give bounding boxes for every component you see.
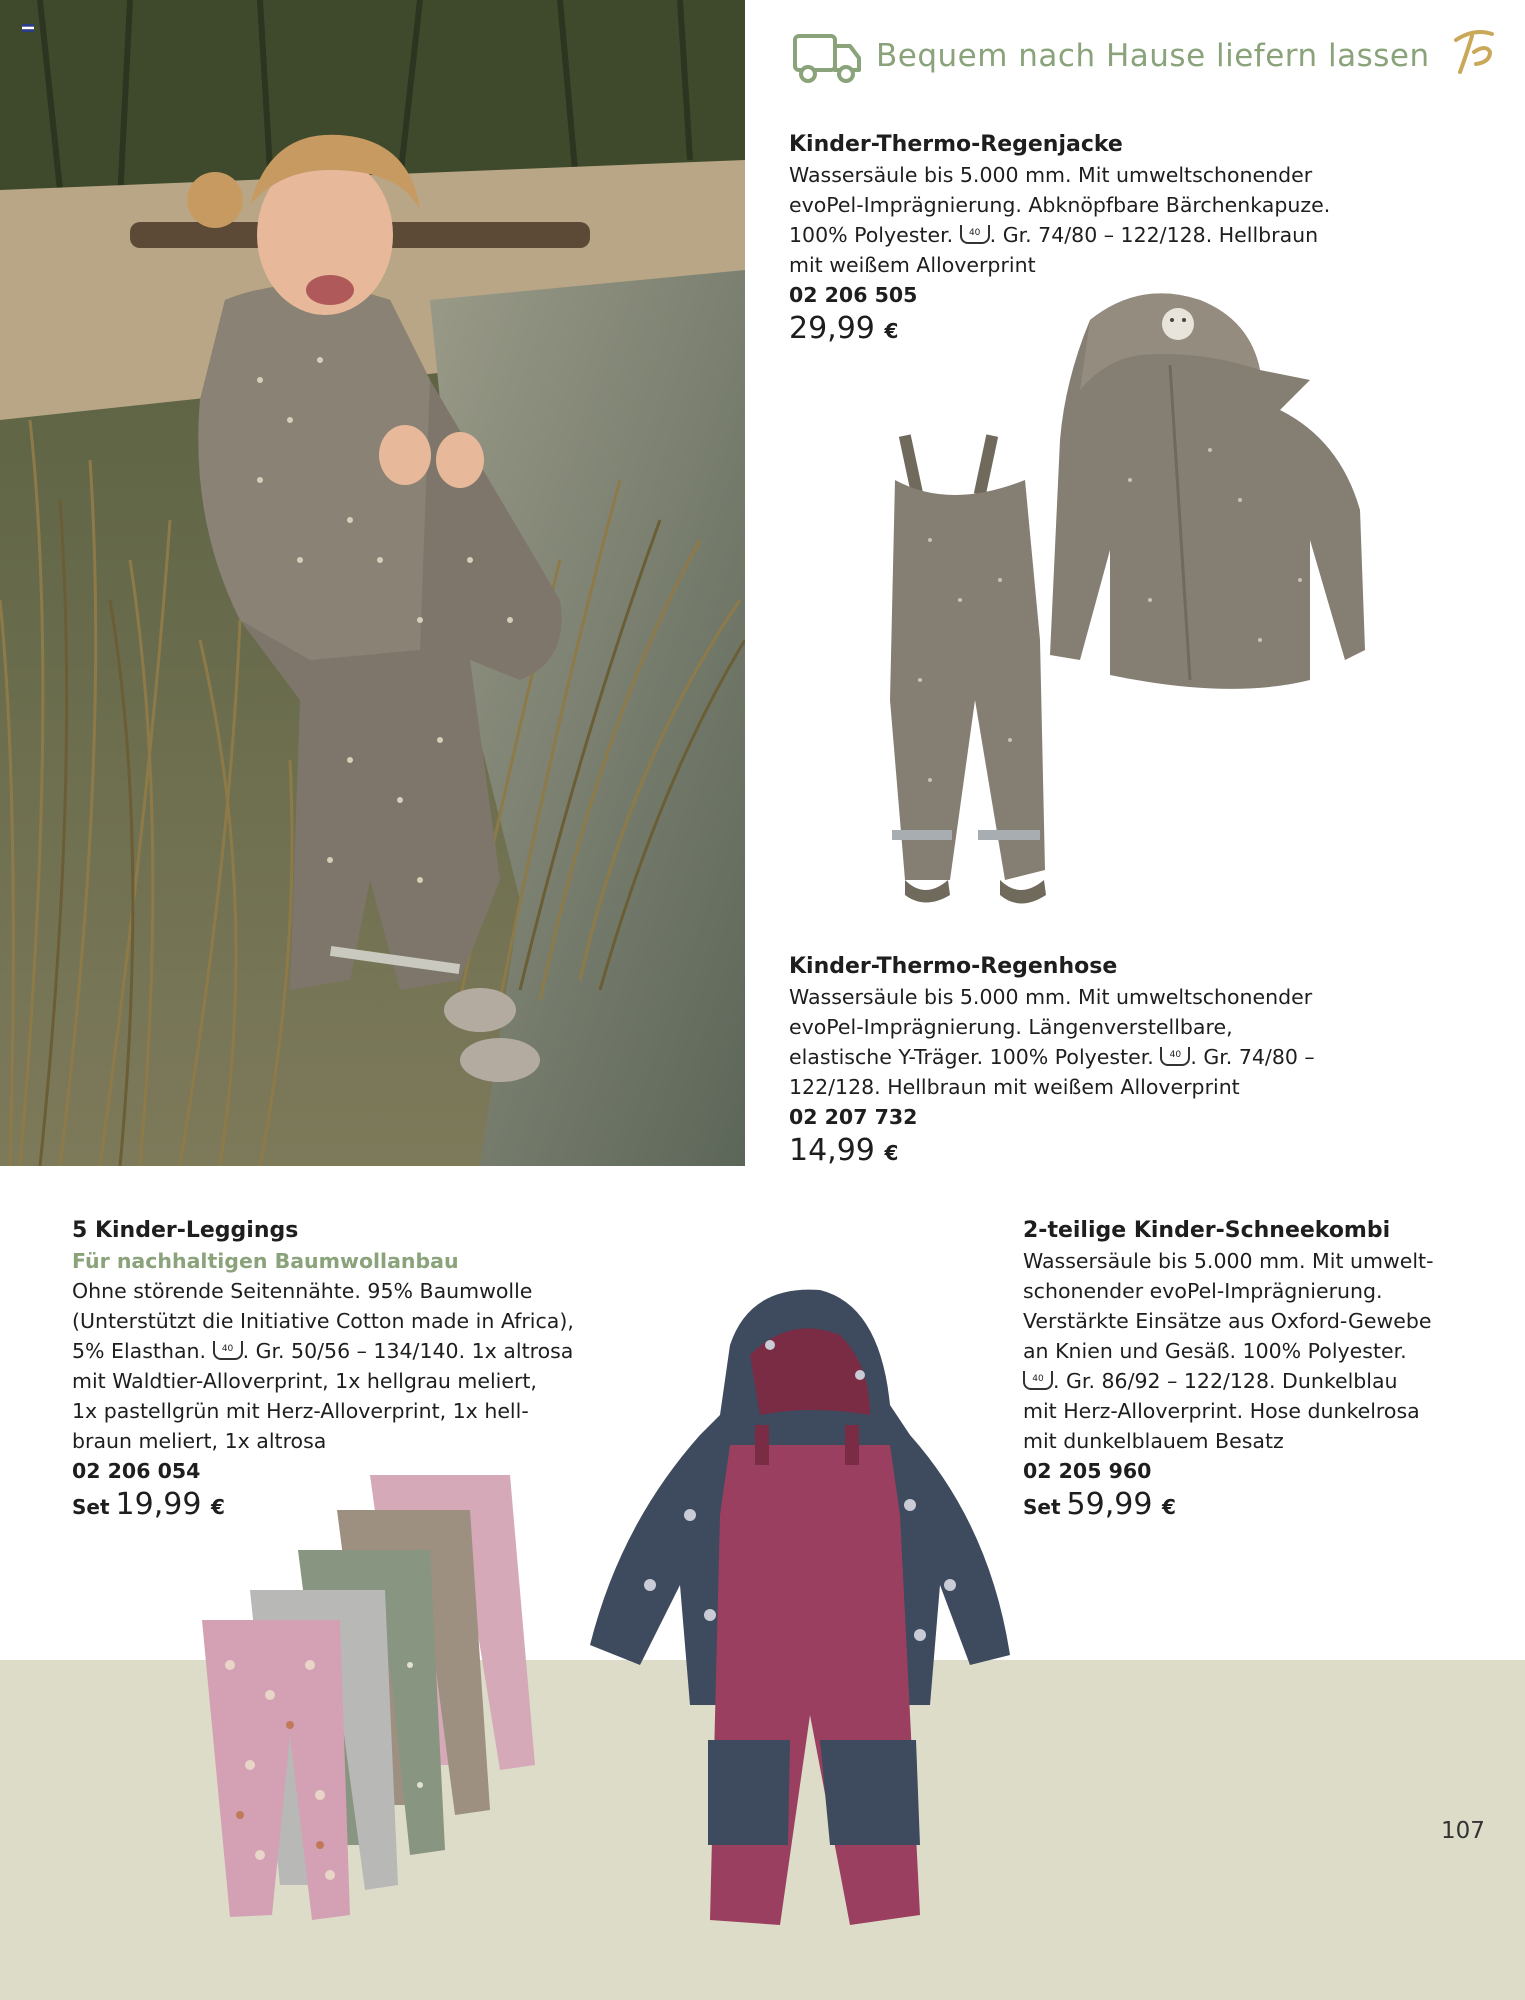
snowsuit-product-image — [590, 1285, 1020, 1935]
hero-photo — [0, 0, 745, 1166]
currency: € — [884, 319, 899, 343]
currency: € — [210, 1495, 225, 1519]
product-pants — [789, 952, 1489, 1168]
product-desc-line: Wassersäule bis 5.000 mm. Mit umweltschonender — [789, 163, 1313, 187]
product-desc-line: schonender evoPel-Imprägnierung. — [1023, 1279, 1383, 1303]
price — [789, 1133, 1489, 1168]
price-value: 19,99 — [115, 1487, 202, 1522]
product-desc-line — [789, 220, 1489, 250]
currency: € — [1161, 1495, 1176, 1519]
set-label: Set — [1023, 1495, 1061, 1519]
desc-text: 100% Polyester. — [789, 223, 954, 247]
product-desc-line: an Knien und Gesäß. 100% Polyester. — [1023, 1339, 1407, 1363]
desc-text: 5% Elasthan. — [72, 1339, 207, 1363]
desc-text: . Gr. 74/80 – — [1190, 1045, 1315, 1069]
product-desc-line: evoPel-Imprägnierung. Abknöpfbare Bärchenkapuze. — [789, 193, 1331, 217]
delivery-truck-icon — [792, 30, 862, 86]
product-desc-line: Ohne störende Seitennähte. 95% Baumwolle — [72, 1279, 533, 1303]
set-label: Set — [72, 1495, 110, 1519]
leggings-product-image — [180, 1465, 550, 1925]
product-desc-line: Verstärkte Einsätze aus Oxford-Gewebe — [1023, 1309, 1432, 1333]
rain-pants-shape — [890, 434, 1046, 903]
product-desc-line: mit weißem Alloverprint — [789, 253, 1036, 277]
product-desc-line — [789, 1042, 1489, 1072]
article-number: 02 205 960 — [1023, 1459, 1152, 1483]
price-value: 59,99 — [1066, 1487, 1153, 1522]
snow-pants-shape — [708, 1425, 920, 1925]
flag-icon — [22, 24, 34, 32]
product-desc-line: mit dunkelblauem Besatz — [1023, 1429, 1284, 1453]
product-desc-line — [72, 1336, 632, 1366]
article-number: 02 206 505 — [789, 283, 918, 307]
raingear-product-image — [840, 280, 1380, 930]
header-title: Bequem nach Hause liefern lassen — [876, 38, 1430, 74]
article-number: 02 206 054 — [72, 1459, 201, 1483]
product-desc-line: mit Herz-Alloverprint. Hose dunkelrosa — [1023, 1399, 1420, 1423]
product-desc-line: Wassersäule bis 5.000 mm. Mit umwelt- — [1023, 1249, 1434, 1273]
product-desc-line: braun meliert, 1x altrosa — [72, 1429, 327, 1453]
legging-pink-print — [202, 1620, 350, 1920]
product-desc-line: mit Waldtier-Alloverprint, 1x hellgrau meliert, — [72, 1369, 537, 1393]
product-snowsuit — [1023, 1216, 1493, 1522]
wash-care-icon: 40 — [1023, 1371, 1053, 1390]
page-number: 107 — [1441, 1818, 1485, 1844]
child-in-raingear-photo — [0, 0, 745, 1166]
wash-care-icon: 40 — [1160, 1047, 1190, 1066]
product-title: Kinder-Thermo-Regenhose — [789, 954, 1118, 979]
brand-logo-icon — [1446, 26, 1498, 78]
desc-text: . Gr. 74/80 – 122/128. Hellbraun — [989, 223, 1319, 247]
product-desc-line: 1x pastellgrün mit Herz-Alloverprint, 1x hell- — [72, 1399, 529, 1423]
article-number: 02 207 732 — [789, 1105, 918, 1129]
product-desc-line — [1023, 1366, 1493, 1396]
currency: € — [884, 1141, 899, 1165]
product-title: Kinder-Thermo-Regenjacke — [789, 132, 1123, 157]
price-value: 14,99 — [789, 1133, 875, 1168]
desc-text: . Gr. 86/92 – 122/128. Dunkelblau — [1053, 1369, 1398, 1393]
wash-care-icon: 40 — [960, 225, 990, 244]
product-title: 2-teilige Kinder-Schneekombi — [1023, 1218, 1391, 1243]
product-subtitle: Für nachhaltigen Baumwollanbau — [72, 1249, 459, 1273]
price-value: 29,99 — [789, 311, 875, 346]
rain-jacket-shape — [1050, 293, 1365, 689]
product-desc-line: Wassersäule bis 5.000 mm. Mit umweltschonender — [789, 985, 1313, 1009]
product-desc-line: evoPel-Imprägnierung. Längenverstellbare, — [789, 1015, 1233, 1039]
product-desc-line: (Unterstützt die Initiative Cotton made in Africa), — [72, 1309, 574, 1333]
wash-care-icon: 40 — [213, 1341, 243, 1360]
price — [1023, 1487, 1493, 1522]
desc-text: elastische Y-Träger. 100% Polyester. — [789, 1045, 1154, 1069]
desc-text: . Gr. 50/56 – 134/140. 1x altrosa — [242, 1339, 574, 1363]
product-desc-line: 122/128. Hellbraun mit weißem Alloverprint — [789, 1075, 1240, 1099]
product-title: 5 Kinder-Leggings — [72, 1218, 299, 1243]
